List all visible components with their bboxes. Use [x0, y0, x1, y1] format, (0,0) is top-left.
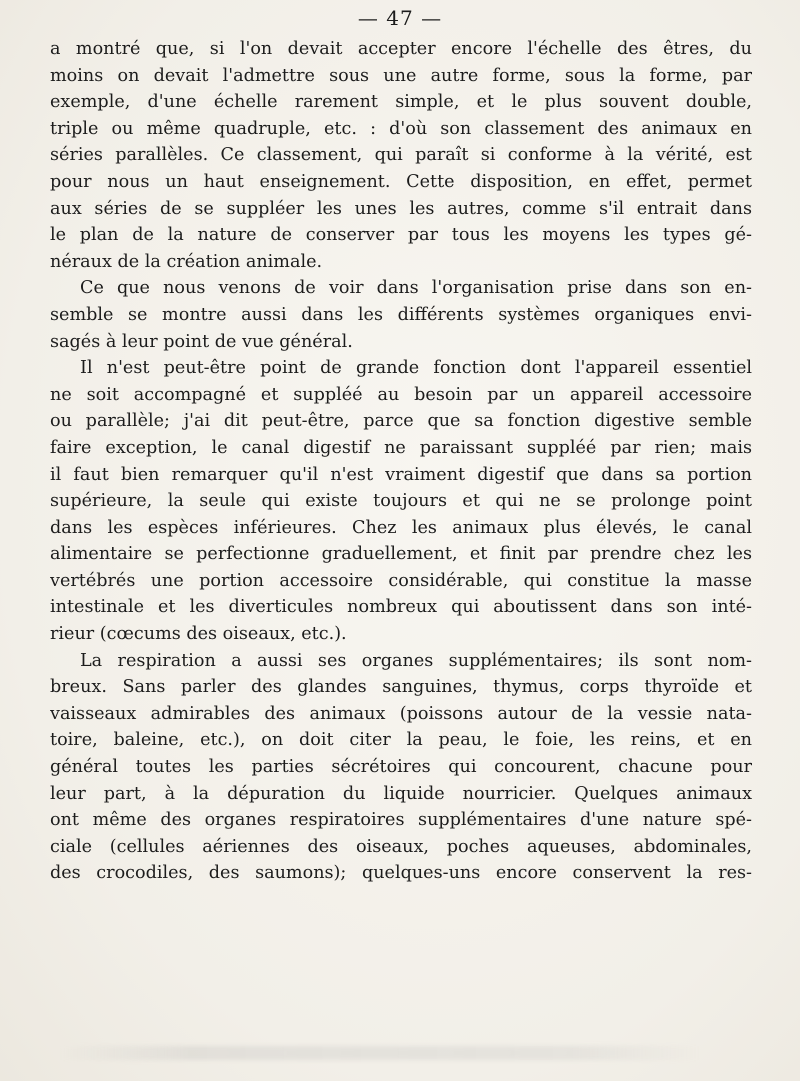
- body-text: [50, 36, 752, 887]
- text-line: faire exception, le canal digestif ne paraissant suppléé par rien; mais: [50, 437, 752, 458]
- text-line: néraux de la création animale.: [50, 251, 323, 272]
- text-line: Il n'est peut-être point de grande fonction dont l'appareil essentiel: [80, 358, 752, 379]
- text-line: La respiration a aussi ses organes supplémentaires; ils sont nom-: [80, 650, 752, 671]
- text-line: ciale (cellules aériennes des oiseaux, poches aqueuses, abdominales,: [50, 836, 752, 857]
- text-line: a montré que, si l'on devait accepter encore l'échelle des êtres, du: [50, 39, 752, 59]
- text-line: supérieure, la seule qui existe toujours et qui ne se prolonge point: [50, 491, 752, 512]
- text-line: des crocodiles, des saumons); quelques-uns encore conservent la res-: [50, 863, 752, 884]
- text-line: rieur (cœcums des oiseaux, etc.).: [50, 624, 347, 645]
- text-line: général toutes les parties sécrétoires qui concourent, chacune pour: [50, 757, 752, 778]
- text-line: triple ou même quadruple, etc. : d'où son classement des animaux en: [50, 118, 752, 139]
- page-number: — 47 —: [357, 6, 443, 30]
- text-line: dans les espèces inférieures. Chez les animaux plus élevés, le canal: [50, 517, 752, 538]
- text-line: exemple, d'une échelle rarement simple, et le plus souvent double,: [50, 92, 752, 113]
- text-line: il faut bien remarquer qu'il n'est vraiment digestif que dans sa portion: [50, 464, 752, 485]
- text-line: ont même des organes respiratoires supplémentaires d'une nature spé-: [50, 810, 752, 831]
- text-line: vertébrés une portion accessoire considérable, qui constitue la masse: [50, 570, 752, 591]
- text-line: moins on devait l'admettre sous une autre forme, sous la forme, par: [50, 65, 752, 86]
- bleed-through-shadow: [60, 1046, 700, 1060]
- text-line: sagés à leur point de vue général.: [50, 331, 353, 352]
- text-line: intestinale et les diverticules nombreux qui aboutissent dans son inté-: [50, 597, 752, 618]
- text-line: aux séries de se suppléer les unes les autres, comme s'il entrait dans: [50, 198, 752, 219]
- text-line: ou parallèle; j'ai dit peut-être, parce que sa fonction digestive semble: [50, 411, 752, 432]
- text-line: breux. Sans parler des glandes sanguines, thymus, corps thyroïde et: [50, 677, 752, 698]
- text-line: Ce que nous venons de voir dans l'organisation prise dans son en-: [80, 278, 752, 299]
- text-line: ne soit accompagné et suppléé au besoin par un appareil accessoire: [50, 384, 752, 405]
- text-line: semble se montre aussi dans les différents systèmes organiques envi-: [50, 304, 752, 325]
- text-line: leur part, à la dépuration du liquide nourricier. Quelques animaux: [50, 783, 752, 804]
- text-line: vaisseaux admirables des animaux (poissons autour de la vessie nata-: [50, 703, 752, 724]
- text-line: séries parallèles. Ce classement, qui paraît si conforme à la vérité, est: [50, 145, 752, 166]
- text-line: toire, baleine, etc.), on doit citer la peau, le foie, les reins, et en: [50, 730, 752, 751]
- text-line: le plan de la nature de conserver par tous les moyens les types gé-: [50, 225, 752, 246]
- text-line: alimentaire se perfectionne graduellement, et finit par prendre chez les: [50, 544, 752, 565]
- text-line: pour nous un haut enseignement. Cette disposition, en effet, permet: [50, 171, 752, 192]
